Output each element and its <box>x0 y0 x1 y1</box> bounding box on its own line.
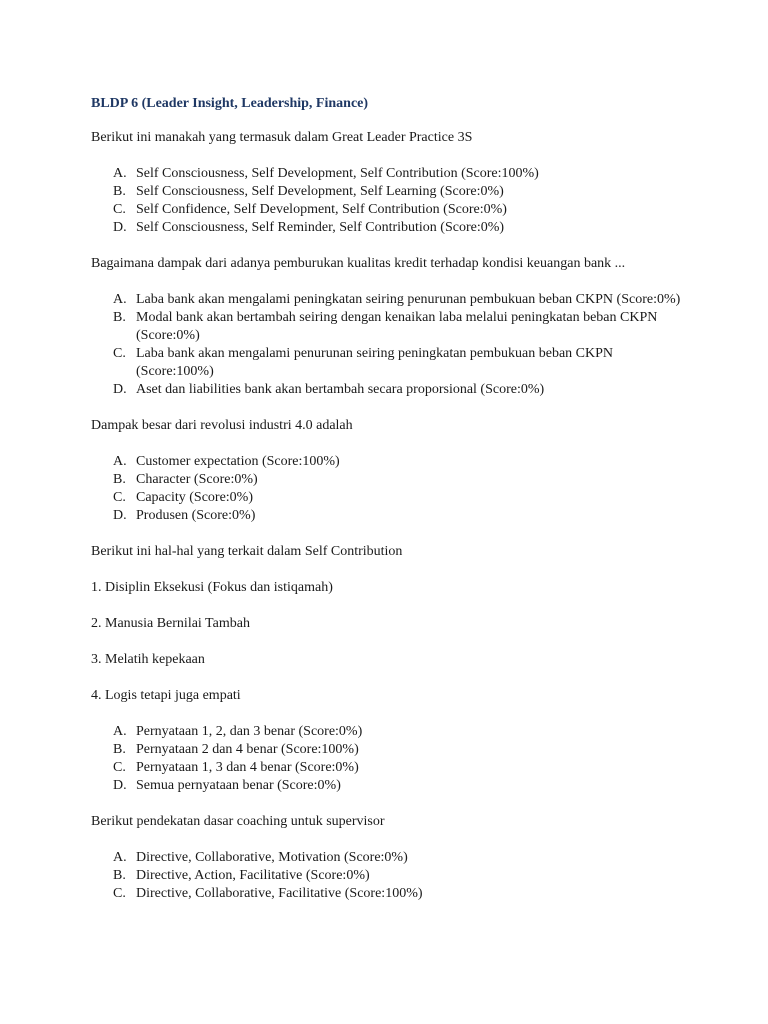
option-letter: A. <box>113 292 127 307</box>
option-text: Aset dan liabilities bank akan bertambah secara proporsional (Score:0%) <box>136 382 545 397</box>
option-letter: A. <box>113 454 127 469</box>
option-item <box>91 471 691 489</box>
numbered-statement: 3. Melatih kepekaan <box>91 652 205 667</box>
option-item <box>91 165 691 183</box>
numbered-statement: 1. Disiplin Eksekusi (Fokus dan istiqamah) <box>91 580 333 595</box>
option-list <box>91 291 691 399</box>
document-title: BLDP 6 (Leader Insight, Leadership, Finance) <box>91 96 369 111</box>
question-text: Bagaimana dampak dari adanya pemburukan kualitas kredit terhadap kondisi keuangan bank ... <box>91 256 626 271</box>
option-item <box>91 777 691 795</box>
option-text: Semua pernyataan benar (Score:0%) <box>136 778 341 793</box>
option-item <box>91 489 691 507</box>
option-letter: D. <box>113 382 127 397</box>
numbered-statement: 4. Logis tetapi juga empati <box>91 688 241 703</box>
option-item <box>91 309 691 345</box>
option-text: Directive, Collaborative, Facilitative (Score:100%) <box>136 886 423 901</box>
question-text: Dampak besar dari revolusi industri 4.0 adalah <box>91 418 353 433</box>
option-text: Directive, Collaborative, Motivation (Score:0%) <box>136 850 408 865</box>
option-letter: C. <box>113 886 126 901</box>
option-text: Character (Score:0%) <box>136 472 258 487</box>
option-item <box>91 723 691 741</box>
option-item <box>91 291 691 309</box>
option-text: Pernyataan 1, 3 dan 4 benar (Score:0%) <box>136 760 359 775</box>
option-item <box>91 507 691 525</box>
question-text: Berikut ini manakah yang termasuk dalam Great Leader Practice 3S <box>91 130 473 145</box>
document-body <box>91 95 691 921</box>
option-list <box>91 723 691 795</box>
option-item <box>91 867 691 885</box>
option-letter: B. <box>113 310 126 325</box>
option-item <box>91 759 691 777</box>
option-letter: A. <box>113 166 127 181</box>
option-item <box>91 183 691 201</box>
option-text: Directive, Action, Facilitative (Score:0%) <box>136 868 370 883</box>
option-text: Customer expectation (Score:100%) <box>136 454 340 469</box>
option-letter: B. <box>113 868 126 883</box>
option-list <box>91 849 691 903</box>
option-text: Laba bank akan mengalami peningkatan seiring penurunan pembukuan beban CKPN (Score:0%) <box>136 292 681 307</box>
option-letter: B. <box>113 742 126 757</box>
option-item <box>91 849 691 867</box>
option-item <box>91 219 691 237</box>
option-letter: C. <box>113 346 126 361</box>
option-letter: D. <box>113 508 127 523</box>
option-text: Self Consciousness, Self Development, Self Contribution (Score:100%) <box>136 166 539 181</box>
option-list <box>91 453 691 525</box>
question-text: Berikut ini hal-hal yang terkait dalam Self Contribution <box>91 544 403 559</box>
option-item <box>91 345 691 381</box>
option-letter: C. <box>113 490 126 505</box>
option-text: Produsen (Score:0%) <box>136 508 256 523</box>
option-list <box>91 165 691 237</box>
option-item <box>91 381 691 399</box>
option-text: Modal bank akan bertambah seiring dengan kenaikan laba melalui peningkatan beban CKPN (Score:0%) <box>136 310 658 343</box>
option-item <box>91 885 691 903</box>
option-text: Laba bank akan mengalami penurunan seiring peningkatan pembukuan beban CKPN (Score:100%) <box>136 346 614 379</box>
option-letter: D. <box>113 220 127 235</box>
option-letter: A. <box>113 850 127 865</box>
option-text: Self Consciousness, Self Reminder, Self Contribution (Score:0%) <box>136 220 505 235</box>
numbered-statement: 2. Manusia Bernilai Tambah <box>91 616 250 631</box>
option-letter: C. <box>113 760 126 775</box>
question-text: Berikut pendekatan dasar coaching untuk supervisor <box>91 814 385 829</box>
option-letter: A. <box>113 724 127 739</box>
option-item <box>91 453 691 471</box>
option-item <box>91 741 691 759</box>
option-text: Self Consciousness, Self Development, Self Learning (Score:0%) <box>136 184 504 199</box>
option-letter: C. <box>113 202 126 217</box>
option-text: Self Confidence, Self Development, Self Contribution (Score:0%) <box>136 202 507 217</box>
option-text: Pernyataan 1, 2, dan 3 benar (Score:0%) <box>136 724 363 739</box>
option-letter: B. <box>113 472 126 487</box>
option-letter: D. <box>113 778 127 793</box>
option-item <box>91 201 691 219</box>
option-letter: B. <box>113 184 126 199</box>
option-text: Capacity (Score:0%) <box>136 490 254 505</box>
option-text: Pernyataan 2 dan 4 benar (Score:100%) <box>136 742 359 757</box>
